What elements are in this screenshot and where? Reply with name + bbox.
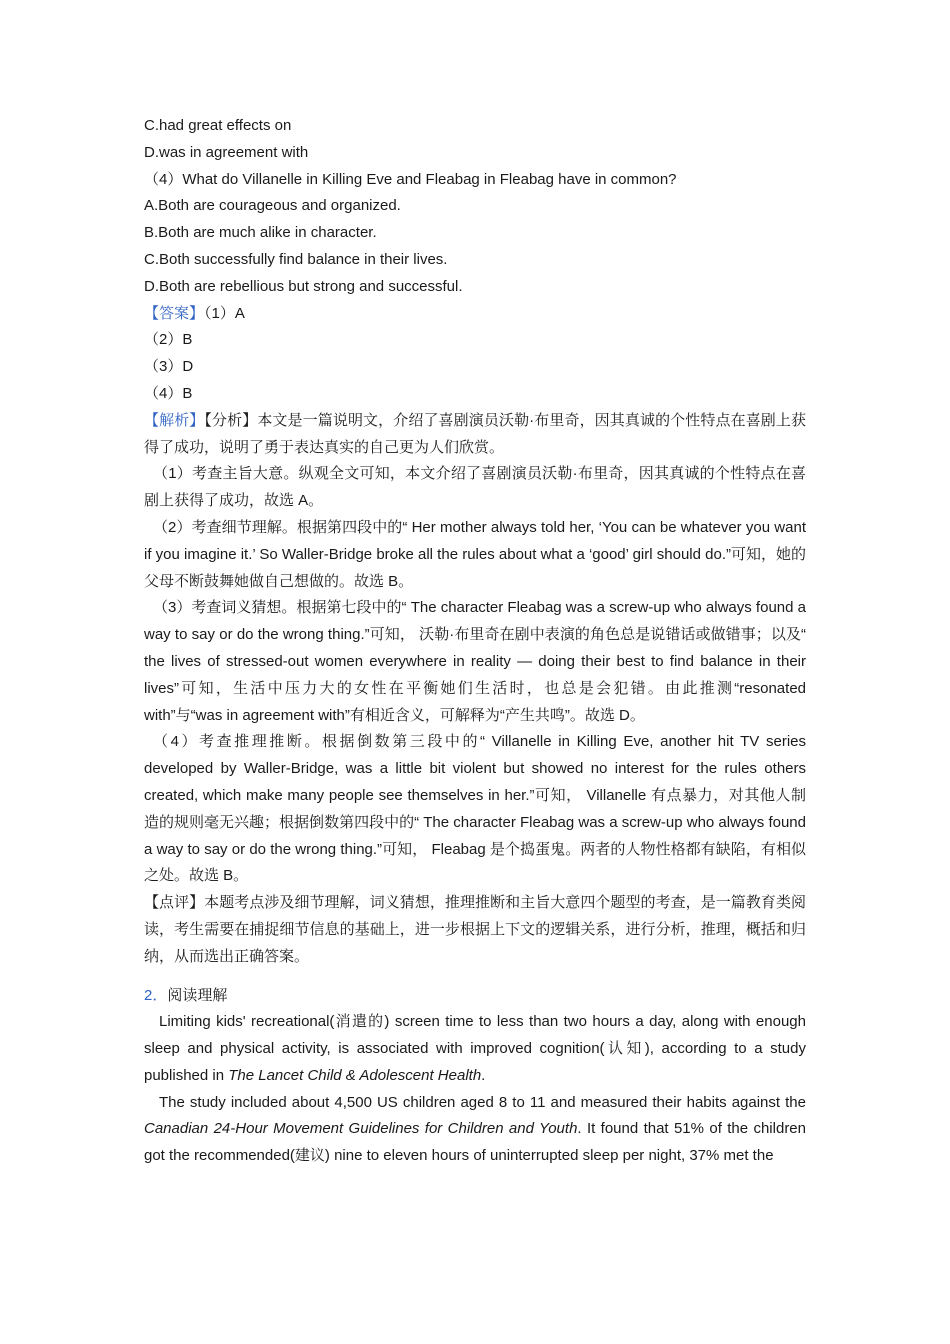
journal-title: The Lancet Child & Adolescent Health bbox=[228, 1066, 482, 1084]
section-spacer bbox=[144, 971, 806, 983]
section-number: 2． bbox=[144, 986, 168, 1004]
analysis-3: （3）考查词义猜想。根据第七段中的“ The character Fleabag was a screw-up who always found a way to say or do the wrong thing.”可知， 沃勒·布里奇在剧中表演的角色总是说错话或做错事；以及“ the lives of stressed-out women everywhere in reality — doing their best to find balance in their lives”可知，生活中压力大的女性在平衡她们生活时，也总是会犯错。由此推测“resonated with”与“was in agreement with”有相近含义，可解释为“产生共鸣”。故选 D。 bbox=[144, 599, 806, 724]
comment: 【点评】本题考点涉及细节理解，词义猜想，推理推断和主旨大意四个题型的考查，是一篇教育类阅读，考生需要在捕捉细节信息的基础上，进一步根据上下文的逻辑关系，进行分析，推理，概括和归纳，从而选出正确答案。 bbox=[144, 894, 806, 965]
option-4a: A.Both are courageous and organized. bbox=[144, 197, 401, 215]
analysis-label: 【解析】 bbox=[144, 411, 205, 429]
section-heading bbox=[144, 983, 806, 1010]
answer-4: （4）B bbox=[144, 384, 193, 402]
answer-line bbox=[144, 301, 806, 328]
answer-label: 【答案】 bbox=[144, 304, 205, 322]
answer-2: （2）B bbox=[144, 331, 193, 349]
answer-1: （1）A bbox=[204, 304, 245, 322]
option-4b: B.Both are much alike in character. bbox=[144, 224, 377, 242]
guidelines-title: Canadian 24-Hour Movement Guidelines for Children and Youth bbox=[144, 1120, 578, 1138]
analysis-intro bbox=[144, 408, 806, 462]
option-3d: D.was in agreement with bbox=[144, 143, 309, 161]
answer-3: （3）D bbox=[144, 358, 194, 376]
passage-paragraph-2: The study included about 4,500 US children aged 8 to 11 and measured their habits against the Canadian 24-Hour Movement Guidelines for Children and Youth. It found that 51% of the children got the recommended(建议) nine to eleven hours of uninterrupted sleep per night, 37% met the bbox=[144, 1093, 806, 1165]
option-3c: C.had great effects on bbox=[144, 117, 292, 134]
analysis-intro-text: 【分析】本文是一篇说明文，介绍了喜剧演员沃勒·布里奇，因其真诚的个性特点在喜剧上获得了成功，说明了勇于表达真实的自己更为人们欣赏。 bbox=[144, 411, 806, 456]
passage-paragraph-1: Limiting kids' recreational(消遣的) screen time to less than two hours a day, along with enough sleep and physical activity, is associated with improved cognition(认知), according to a study published in The Lancet Child & Adolescent Health. bbox=[144, 1013, 806, 1084]
analysis-4: （4）考查推理推断。根据倒数第三段中的“ Villanelle in Killing Eve, another hit TV series developed by Waller-Bridge, was a little bit violent but showed no interest for the rules others created, which make many people see themselves in her.”可知， Villanelle 有点暴力，对其他人制造的规则毫无兴趣；根据倒数第四段中的“ The character Fleabag was a screw-up who always found a way to say or do the wrong thing.”可知， Fleabag 是个捣蛋鬼。两者的人物性格都有缺陷，有相似之处。故选 B。 bbox=[144, 733, 806, 885]
section-title: 阅读理解 bbox=[167, 986, 228, 1004]
analysis-1: （1）考查主旨大意。纵观全文可知，本文介绍了喜剧演员沃勒·布里奇，因其真诚的个性特点在喜剧上获得了成功，故选 A。 bbox=[144, 465, 806, 510]
question-4: （4）What do Villanelle in Killing Eve and Fleabag in Fleabag have in common? bbox=[144, 170, 677, 188]
option-4c: C.Both successfully find balance in their lives. bbox=[144, 250, 448, 268]
analysis-2: （2）考查细节理解。根据第四段中的“ Her mother always told her, ‘You can be whatever you want if you imagine it.’ So Waller-Bridge broke all the rules about what a ‘good’ girl should do.”可知，她的父母不断鼓舞她做自己想做的。故选 B。 bbox=[144, 518, 806, 590]
option-4d: D.Both are rebellious but strong and successful. bbox=[144, 277, 463, 295]
document-body bbox=[144, 113, 806, 1170]
